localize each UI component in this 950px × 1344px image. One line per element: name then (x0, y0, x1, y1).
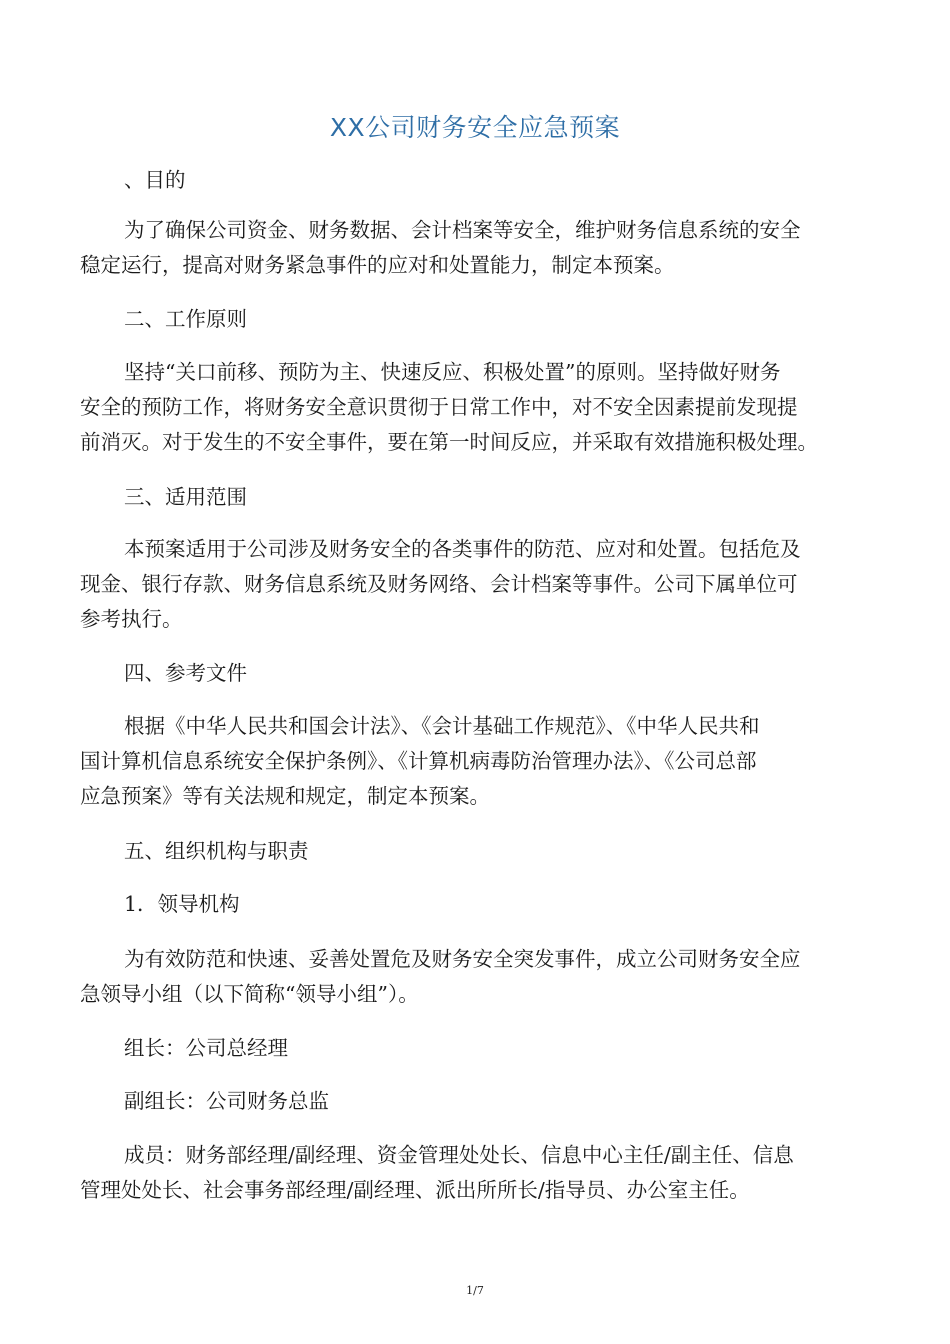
text-line: 本预案适用于公司涉及财务安全的各类事件的防范、应对和处置。包括危及 (124, 537, 801, 561)
paragraph-members (80, 1138, 870, 1208)
paragraph-leadership (80, 942, 870, 1012)
paragraph-principles (80, 355, 870, 460)
paragraph-scope (80, 532, 870, 637)
text-line: 坚持“关口前移、预防为主、快速反应、积极处置”的原则。坚持做好财务 (124, 360, 781, 384)
text-line: 应急预案》等有关法规和规定，制定本预案。 (80, 784, 490, 808)
text-line: 急领导小组（以下简称“领导小组”）。 (80, 982, 419, 1006)
text-line: 为有效防范和快速、妥善处置危及财务安全突发事件，成立公司财务安全应 (124, 947, 801, 971)
text-line: 稳定运行，提高对财务紧急事件的应对和处置能力，制定本预案。 (80, 253, 675, 277)
text-line: 安全的预防工作，将财务安全意识贯彻于日常工作中，对不安全因素提前发现提 (80, 395, 798, 419)
leader-line: 组长：公司总经理 (124, 1036, 288, 1060)
paragraph-purpose (80, 213, 870, 283)
text-line: 前消灭。对于发生的不安全事件，要在第一时间反应，并采取有效措施积极处理。 (80, 430, 818, 454)
text-line: 根据《中华人民共和国会计法》、《会计基础工作规范》、《中华人民共和 (124, 714, 760, 738)
section-heading-scope: 三、适用范围 (124, 485, 247, 509)
section-heading-references: 四、参考文件 (124, 661, 247, 685)
text-line: 成员：财务部经理/副经理、资金管理处处长、信息中心主任/副主任、信息 (124, 1143, 794, 1167)
section-heading-organization: 五、组织机构与职责 (124, 839, 309, 863)
section-heading-principles: 二、工作原则 (124, 307, 247, 331)
subsection-heading-leadership: 1．领导机构 (124, 892, 240, 916)
section-heading-purpose: 、目的 (124, 168, 186, 192)
deputy-leader-line: 副组长：公司财务总监 (124, 1089, 329, 1113)
page-title: XX公司财务安全应急预案 (329, 113, 621, 142)
text-line: 管理处处长、社会事务部经理/副经理、派出所所长/指导员、办公室主任。 (80, 1178, 750, 1202)
paragraph-references (80, 709, 870, 814)
text-line: 国计算机信息系统安全保护条例》、《计算机病毒防治管理办法》、《公司总部 (80, 749, 757, 773)
page-number: 1/7 (466, 1284, 484, 1297)
text-line: 参考执行。 (80, 607, 183, 631)
text-line: 现金、银行存款、财务信息系统及财务网络、会计档案等事件。公司下属单位可 (80, 572, 798, 596)
text-line: 为了确保公司资金、财务数据、会计档案等安全，维护财务信息系统的安全 (124, 218, 801, 242)
